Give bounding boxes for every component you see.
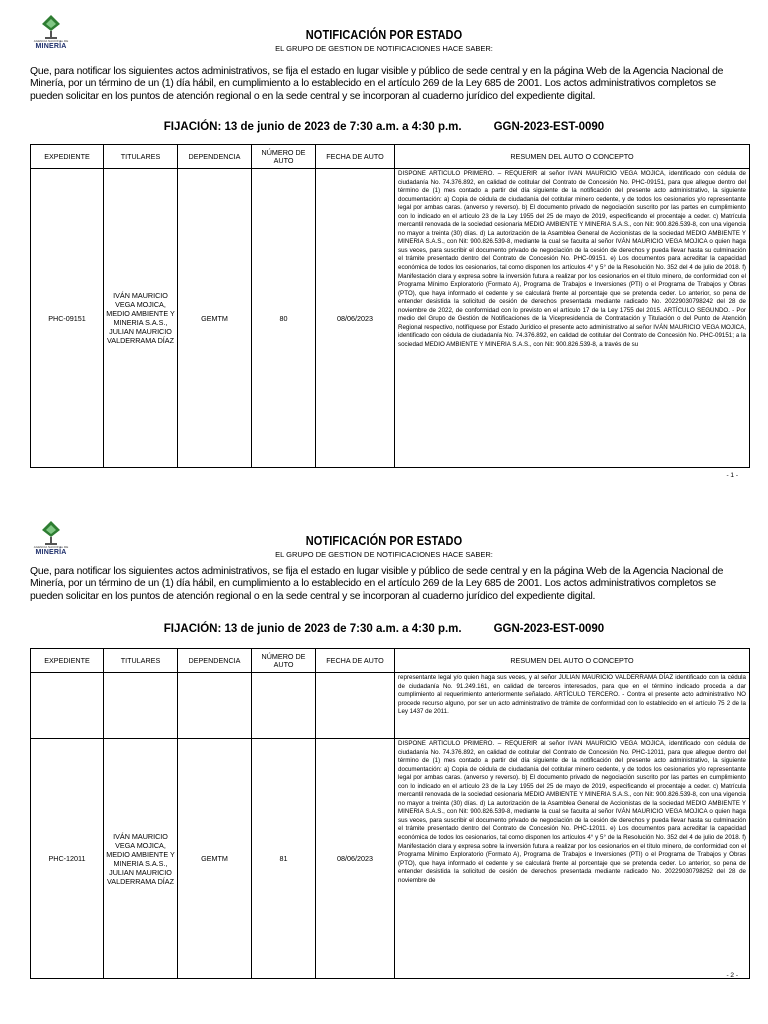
- cell-empty: [104, 673, 178, 739]
- cell-dependencia: GEMTM: [178, 169, 252, 468]
- col-resumen: RESUMEN DEL AUTO O CONCEPTO: [395, 649, 750, 673]
- page-number: - 1 -: [726, 472, 738, 479]
- page-subtitle: EL GRUPO DE GESTION DE NOTIFICACIONES HACE SABER:: [275, 44, 493, 53]
- cell-fecha-auto: 08/06/2023: [316, 739, 395, 979]
- col-dependencia: DEPENDENCIA: [178, 649, 252, 673]
- table-row: [31, 169, 750, 468]
- cell-empty: [178, 673, 252, 739]
- estado-code: GGN-2023-EST-0090: [493, 623, 605, 635]
- col-numero-auto: NÚMERO DE AUTO: [252, 649, 316, 673]
- agency-brand-text: MINERÍA: [35, 43, 67, 50]
- col-titulares: TITULARES: [104, 145, 178, 169]
- cell-titulares: IVÁN MAURICIO VEGA MOJICA, MEDIO AMBIENTE Y MINERIA S.A.S., JULIAN MAURICIO VALDERRAMA DÍAZ: [104, 739, 178, 979]
- cell-fecha-auto: 08/06/2023: [316, 169, 395, 468]
- agency-small-text: AGENCIA NACIONAL DE: [33, 545, 69, 549]
- page-separator: [0, 486, 768, 506]
- cell-resumen-continuation: representante legal y/o quien haga sus veces, y al señor JULIAN MAURICIO VALDERRAMA DÍAZ identificado con la cédula de ciudadanía No. 91.249.161, en calidad de terceros interesados, para que en el término indicado proceda a dar cumplimiento al requerimiento anteriormente señalado. ARTÍCULO TERCERO. - Contra el presente acto administrativo NO procede recurso alguno, por ser un acto administrativo de trámite de conformidad con lo establecido en el artículo 75 2 de la Ley 1437 de 2011.: [395, 673, 750, 739]
- fijacion-date: FIJACIÓN: 13 de junio de 2023 de 7:30 a.m. a 4:30 p.m.: [163, 623, 462, 635]
- col-expediente: EXPEDIENTE: [31, 649, 104, 673]
- table-header-row: [31, 649, 750, 673]
- page-subtitle: EL GRUPO DE GESTION DE NOTIFICACIONES HACE SABER:: [275, 550, 493, 559]
- intro-paragraph: Que, para notificar los siguientes actos administrativos, se fija el estado en lugar visible y público de sede central y en la página Web de la Agencia Nacional de Minería, por un término de un (1) día hábil, en cumplimiento a lo establecido en el artículo 269 de la Ley 685 de 2001. Los actos administrativos completos se pueden solicitar en los puntos de atención regional o en la sede central y se incorporan al cuaderno jurídico del expediente digital.: [30, 566, 724, 602]
- notification-table: [30, 144, 750, 468]
- fijacion-line: [0, 121, 768, 133]
- table-row-continuation: [31, 673, 750, 739]
- notification-table: [30, 648, 750, 979]
- cell-titulares: IVÁN MAURICIO VEGA MOJICA, MEDIO AMBIENTE Y MINERIA S.A.S., JULIAN MAURICIO VALDERRAMA DÍAZ: [104, 169, 178, 468]
- cell-resumen: [395, 169, 750, 468]
- col-titulares: TITULARES: [104, 649, 178, 673]
- page-number: - 2 -: [726, 972, 738, 979]
- resumen-text: DISPONE ARTÍCULO PRIMERO. – REQUERIR al señor IVÁN MAURICIO VEGA MOJICA, identificado con cédula de ciudadanía No. 74.376.892, en calidad de cotitular del Contrato de Concesión No. PHC-09151, para que allegue dentro del término de (1) mes contado a partir del día siguiente de la notificación del presente acto administrativo, la siguiente documentación: a) Copia de cédula de ciudadanía del cotitular minero cedente, y de todos los cesionarios y/o representante legal por ambas caras. (anverso y reverso). b) El documento privado de negociación suscrito por las partes en cumplimiento con lo indicado en el artículo 23 de la Ley 1955 del 25 de mayo de 2019, especificando el procentaje a ceder. c) Matrícula mercantil renovada de la sociedad cesionaria MEDIO AMBIENTE Y MINERIA S.A.S., con Nit: 900.826.539-8, con una vigencia no mayor a treinta (30) días. d) La autorización de la Asamblea General de Accionistas de la sociedad MEDIO AMBIENTE Y MINERIA S.A.S., con Nit: 900.826.539-8, mediante la cual se faculta al señor IVÁN MAURICIO VEGA MOJICA o quien haga sus veces, para suscribir el documento privado de negociación de la cesión de derechos y pueda llevar hasta su culminación el trámite presentado dentro del Contrato de Concesión No. PHC-09151. e) Los documentos para acreditar la capacidad económica de todos los cesionarios, tal como disponen los artículos 4° y 5° de la Resolución No. 352 del 4 de julio de 2018. f) Manifestación clara y expresa sobre la inversión futura a realizar por los cesionarios en el título minero, de conformidad con el Programa Mínimo Exploratorio (Formato A), Programa de Trabajos e Inversiones (PTI) o el Programa de Trabajos y Obras (PTO), que haya informado el cedente y se calculará frente al porcentaje que se pretenda ceder. Lo anterior, so pena de entender desistida la solicitud de cesión de derechos presentada mediante radicado No. 20229030798242 del 28 de noviembre de 2022, de conformidad con lo previsto en el artículo 17 de la Ley 1755 del 2015. ARTÍCULO SEGUNDO. - Por medio del Grupo de Gestión de Notificaciones de la Vicepresidencia de Contratación y Titulación o del Punto de Atención Regional respectivo, notifíquese por Estado Jurídico el presente acto administrativo al señor IVÁN MAURICIO VEGA MOJICA, identificado con cédula de ciudadanía No. 74.376.892, en calidad de cotitular del Contrato de Concesión No. PHC-09151; a la sociedad MEDIO AMBIENTE Y MINERIA S.A.S., con Nit: 900.826.539-8, a través de su: [398, 170, 746, 348]
- col-resumen: RESUMEN DEL AUTO O CONCEPTO: [395, 145, 750, 169]
- document-page-2: [0, 506, 768, 990]
- cell-empty: [316, 673, 395, 739]
- fijacion-date: FIJACIÓN: 13 de junio de 2023 de 7:30 a.m. a 4:30 p.m.: [163, 121, 462, 133]
- agency-small-text: AGENCIA NACIONAL DE: [33, 39, 69, 43]
- col-fecha-auto: FECHA DE AUTO: [316, 145, 395, 169]
- table-row: [31, 739, 750, 979]
- table-header-row: [31, 145, 750, 169]
- col-dependencia: DEPENDENCIA: [178, 145, 252, 169]
- cell-empty: [252, 673, 316, 739]
- fijacion-line: [0, 623, 768, 635]
- col-numero-auto: NÚMERO DE AUTO: [252, 145, 316, 169]
- page-title: NOTIFICACIÓN POR ESTADO: [305, 534, 463, 548]
- intro-paragraph: Que, para notificar los siguientes actos administrativos, se fija el estado en lugar visible y público de sede central y en la página Web de la Agencia Nacional de Minería, por un término de un (1) día hábil, en cumplimiento a lo establecido en el artículo 269 de la Ley 685 de 2001. Los actos administrativos completos se pueden solicitar en los puntos de atención regional o en la sede central y se incorporan al cuaderno jurídico del expediente digital.: [30, 66, 724, 102]
- page-title: NOTIFICACIÓN POR ESTADO: [305, 28, 463, 42]
- col-fecha-auto: FECHA DE AUTO: [316, 649, 395, 673]
- cell-numero-auto: 80: [252, 169, 316, 468]
- agency-brand-text: MINERÍA: [35, 549, 67, 556]
- col-expediente: EXPEDIENTE: [31, 145, 104, 169]
- resumen-text: DISPONE ARTÍCULO PRIMERO. – REQUERIR al señor IVÁN MAURICIO VEGA MOJICA, identificado con cédula de ciudadanía No. 74.376.892, en calidad de cotitular del Contrato de Concesión No. PHC-12011, para que allegue dentro del término de (1) mes contado a partir del día siguiente de la notificación del presente acto administrativo, la siguiente documentación: a) Copia de cédula de ciudadanía del cotitular minero cedente, y de todos los cesionarios y/o representante legal por ambas caras. (anverso y reverso). b) El documento privado de negociación suscrito por las partes en cumplimiento con lo indicado en el artículo 23 de la Ley 1955 del 25 de mayo de 2019, especificando el procentaje a ceder. c) Matrícula mercantil renovada de la sociedad cesionaria MEDIO AMBIENTE Y MINERIA S.A.S., con Nit: 900.826.539-8, con una vigencia no mayor a treinta (30) días. d) La autorización de la Asamblea General de Accionistas de la sociedad MEDIO AMBIENTE Y MINERIA S.A.S., con Nit: 900.826.539-8, mediante la cual se faculta al señor IVÁN MAURICIO VEGA MOJICA o quien haga sus veces, para suscribir el documento privado de negociación de la cesión de derechos y pueda llevar hasta su culminación el trámite presentado dentro del Contrato de Concesión No. PHC-12011. e) Los documentos para acreditar la capacidad económica de todos los cesionarios, tal como disponen los artículos 4° y 5° de la Resolución No. 352 del 4 de julio de 2018. f) Manifestación clara y expresa sobre la inversión futura a realizar por los cesionarios en el título minero, de conformidad con el Programa Mínimo Exploratorio (Formato A), Programa de Trabajos e Inversiones (PTI) o el Programa de Trabajos y Obras (PTO), que haya informado el cedente y se calculará frente al porcentaje que se pretenda ceder. Lo anterior, so pena de entender desistida la solicitud de cesión de derechos presentada mediante radicado No. 20229030798252 del 28 de noviembre de: [398, 740, 746, 884]
- cell-resumen: [395, 739, 750, 979]
- cell-numero-auto: 81: [252, 739, 316, 979]
- cell-expediente: PHC-09151: [31, 169, 104, 468]
- cell-expediente: PHC-12011: [31, 739, 104, 979]
- cell-empty: [31, 673, 104, 739]
- estado-code: GGN-2023-EST-0090: [493, 121, 605, 133]
- cell-dependencia: GEMTM: [178, 739, 252, 979]
- document-page-1: [0, 0, 768, 486]
